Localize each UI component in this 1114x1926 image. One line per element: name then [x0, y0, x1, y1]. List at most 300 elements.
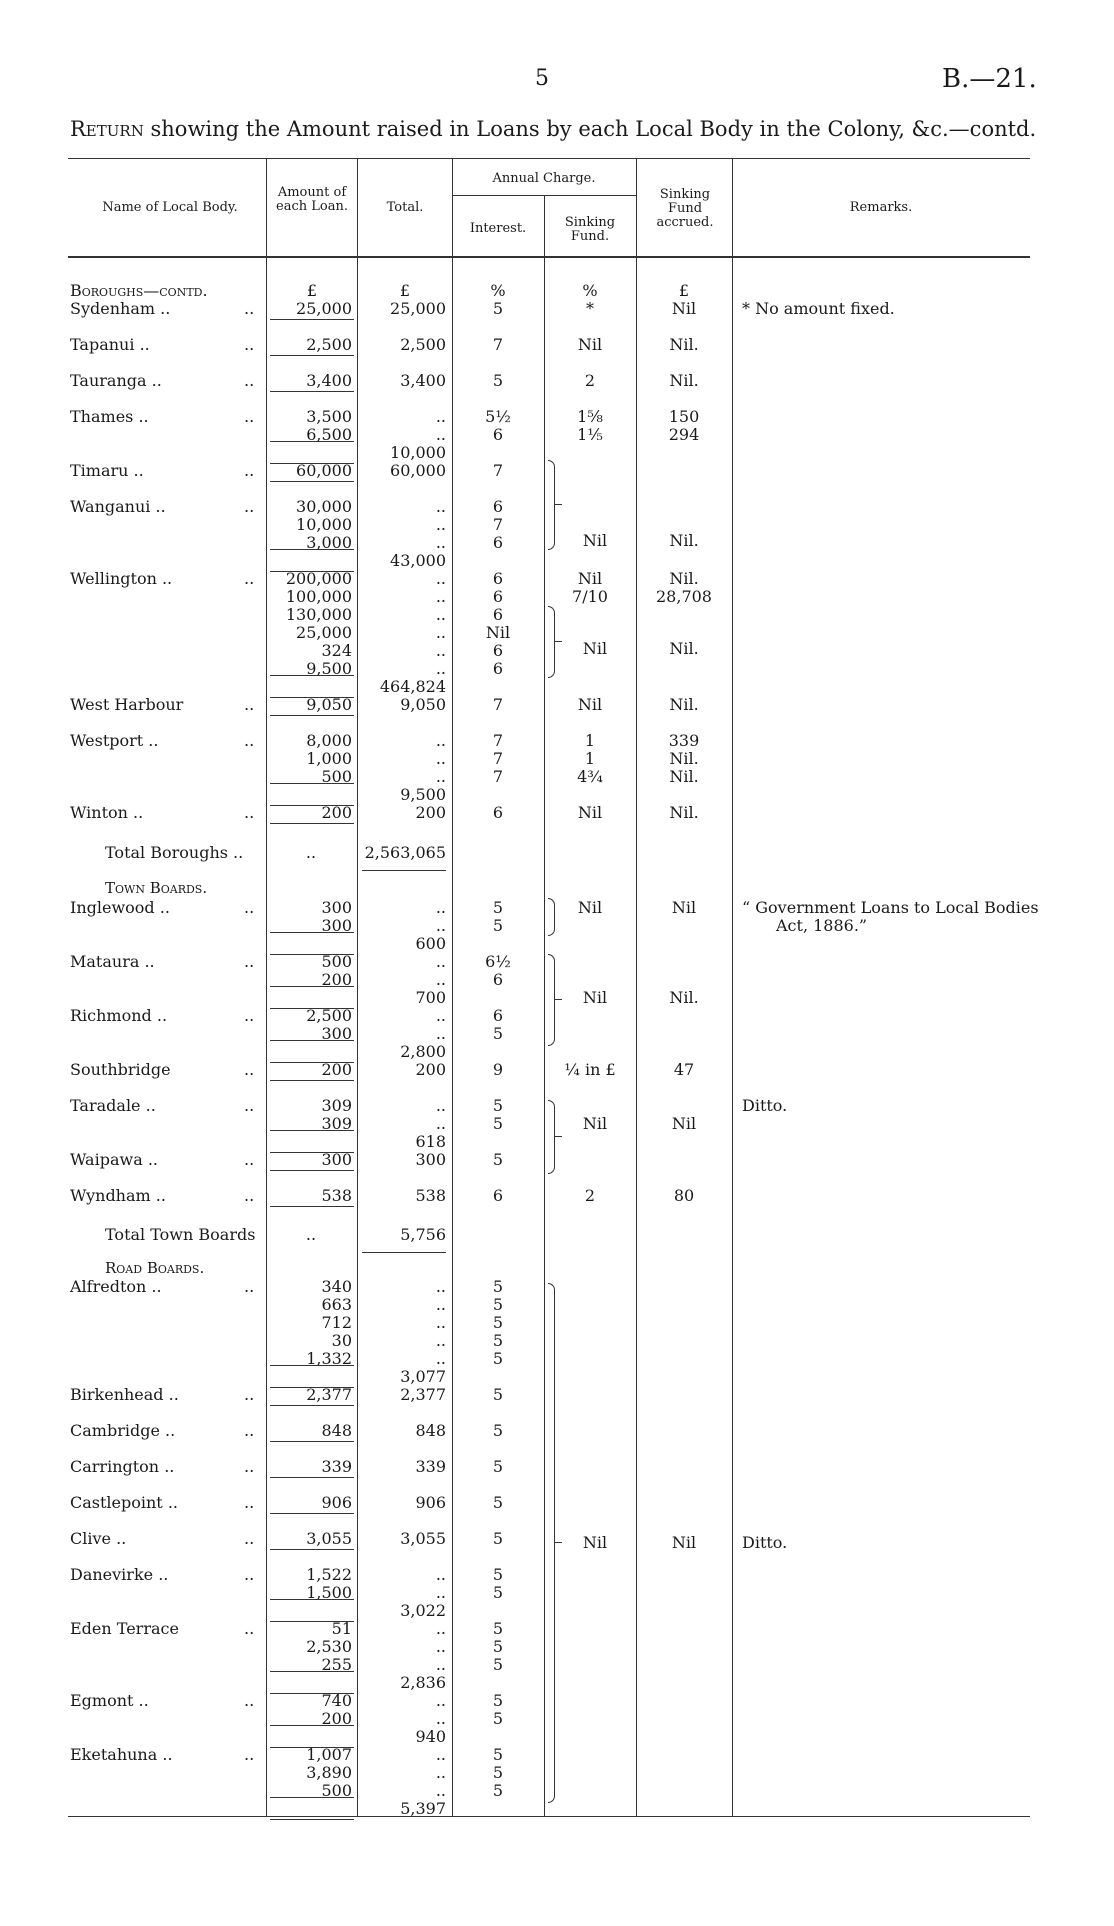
- title-prefix: Return: [70, 117, 144, 141]
- sinking-fund-cell: 1⅝: [577, 407, 603, 426]
- total-cell: 2,377: [400, 1385, 446, 1404]
- subtotal-rule: [270, 549, 354, 550]
- amount-cell: 30: [331, 1331, 352, 1350]
- amount-cell: 712: [321, 1313, 352, 1332]
- brace-tip-taradale-waipawa: [555, 1136, 562, 1137]
- remarks-cell: * No amount fixed.: [742, 299, 895, 318]
- total-cell: 906: [415, 1493, 446, 1512]
- total-cell: ..: [435, 1295, 446, 1314]
- interest-cell: 5: [492, 898, 504, 917]
- row-rule: [270, 823, 354, 824]
- sinking-fund-cell: 1⅕: [577, 425, 603, 444]
- interest-cell: 5: [492, 1763, 504, 1782]
- accrued-cell: Nil.: [669, 767, 699, 786]
- amount-cell: 324: [321, 641, 352, 660]
- interest-cell: 9: [492, 1060, 504, 1079]
- body-name: Wanganui ..: [70, 497, 166, 516]
- accrued-cell: Nil: [671, 1114, 697, 1133]
- subtotal-rule: [270, 675, 354, 676]
- body-name: Timaru ..: [70, 461, 144, 480]
- accrued-cell: Nil.: [669, 531, 699, 550]
- body-name: Eketahuna ..: [70, 1745, 173, 1764]
- leader-dots: ..: [244, 1277, 255, 1296]
- total-cell: ..: [435, 1745, 446, 1764]
- interest-cell: 6: [492, 970, 504, 989]
- subtotal-rule: [270, 1040, 354, 1041]
- total-cell: ..: [435, 1114, 446, 1133]
- amount-cell: 740: [321, 1691, 352, 1710]
- brace-inglewood: [548, 898, 555, 936]
- row-rule: [270, 1819, 354, 1820]
- remarks-cell: “ Government Loans to Local Bodies: [742, 898, 1039, 917]
- amount-cell: 3,400: [306, 371, 352, 390]
- accrued-cell: 339: [668, 731, 700, 750]
- interest-cell: 6: [492, 569, 504, 588]
- interest-cell: 5: [492, 1583, 504, 1602]
- col-divider-6: [732, 158, 733, 1816]
- sinking-fund-cell: Nil: [582, 1114, 608, 1133]
- body-name: Clive ..: [70, 1529, 127, 1548]
- amount-cell: 3,000: [306, 533, 352, 552]
- interest-cell: 6: [492, 803, 504, 822]
- sinking-fund-cell: Nil: [577, 695, 603, 714]
- leader-dots: ..: [244, 1060, 255, 1079]
- interest-cell: 6: [492, 587, 504, 606]
- leader-dots: ..: [244, 1619, 255, 1638]
- total-cell: ..: [435, 749, 446, 768]
- body-name: Thames ..: [70, 407, 149, 426]
- interest-cell: 5: [492, 1096, 504, 1115]
- interest-cell: 5: [492, 1150, 504, 1169]
- row-rule: [270, 1441, 354, 1442]
- amount-cell: 255: [321, 1655, 352, 1674]
- subtotal-rule: [270, 783, 354, 784]
- col-header-interest: Interest.: [469, 221, 527, 236]
- body-name: Richmond ..: [70, 1006, 168, 1025]
- accrued-cell: Nil: [671, 898, 697, 917]
- total-cell: ..: [435, 533, 446, 552]
- sinking-fund-cell: Nil: [577, 803, 603, 822]
- interest-cell: 6: [492, 1006, 504, 1025]
- leader-dots: ..: [244, 1421, 255, 1440]
- leader-dots: ..: [244, 803, 255, 822]
- interest-cell: Nil: [485, 623, 511, 642]
- body-name: Tapanui ..: [70, 335, 150, 354]
- total-cell: 848: [415, 1421, 446, 1440]
- leader-dots: ..: [244, 1529, 255, 1548]
- amount-cell: 340: [321, 1277, 352, 1296]
- amount-cell: 309: [321, 1114, 352, 1133]
- total-town-boards-value: 5,756: [400, 1225, 446, 1244]
- amount-cell: 2,530: [306, 1637, 352, 1656]
- brace-wanganui: [548, 460, 555, 550]
- leader-dots: ..: [244, 1150, 255, 1169]
- body-name: Tauranga ..: [70, 371, 162, 390]
- accrued-cell: Nil.: [669, 639, 699, 658]
- amount-cell: 500: [321, 767, 352, 786]
- total-cell: ..: [435, 1637, 446, 1656]
- total-cell: 700: [415, 988, 446, 1007]
- total-cell: ..: [435, 569, 446, 588]
- accrued-cell: Nil.: [669, 371, 699, 390]
- brace-wellington: [548, 606, 555, 678]
- total-cell: ..: [435, 731, 446, 750]
- total-cell: ..: [435, 1277, 446, 1296]
- interest-cell: 7: [492, 515, 504, 534]
- amount-cell: 1,522: [306, 1565, 352, 1584]
- remarks-cell: Act, 1886.”: [776, 916, 868, 935]
- leader-dots: ..: [244, 1745, 255, 1764]
- accrued-cell: Nil.: [669, 335, 699, 354]
- brace-road-boards: [548, 1283, 555, 1803]
- total-cell: ..: [435, 1565, 446, 1584]
- total-cell: 3,077: [400, 1367, 446, 1386]
- row-rule: [270, 1549, 354, 1550]
- subtotal-rule: [270, 932, 354, 933]
- interest-cell: 5: [492, 1024, 504, 1043]
- sinking-fund-cell: Nil: [582, 988, 608, 1007]
- amount-cell: 130,000: [285, 605, 352, 624]
- total-cell: ..: [435, 407, 446, 426]
- interest-cell: 6: [492, 605, 504, 624]
- brace-tip-wellington: [555, 641, 562, 642]
- amount-cell: 30,000: [296, 497, 352, 516]
- interest-cell: 7: [492, 461, 504, 480]
- accrued-cell: Nil.: [669, 988, 699, 1007]
- brace-tip-wanganui: [555, 504, 562, 505]
- accrued-cell: Nil.: [669, 803, 699, 822]
- total-cell: ..: [435, 641, 446, 660]
- interest-cell: 5: [492, 1313, 504, 1332]
- body-name: Alfredton ..: [70, 1277, 162, 1296]
- row-rule: [270, 391, 354, 392]
- total-cell: ..: [435, 1709, 446, 1728]
- interest-cell: 7: [492, 731, 504, 750]
- amount-cell: 500: [321, 1781, 352, 1800]
- body-name: Cambridge ..: [70, 1421, 176, 1440]
- amount-cell: 200: [321, 1060, 352, 1079]
- total-cell: ..: [435, 767, 446, 786]
- total-cell: 2,836: [400, 1673, 446, 1692]
- total-cell: ..: [435, 1313, 446, 1332]
- interest-cell: 6: [492, 425, 504, 444]
- interest-cell: 5: [492, 1781, 504, 1800]
- section-heading-road-boards: Road Boards.: [105, 1259, 205, 1277]
- leader-dots: ..: [244, 695, 255, 714]
- total-cell: 60,000: [390, 461, 446, 480]
- interest-cell: 5: [492, 1655, 504, 1674]
- row-rule: [270, 355, 354, 356]
- interest-cell: 5: [492, 1691, 504, 1710]
- total-cell: 538: [415, 1186, 446, 1205]
- amount-cell: 200: [321, 1709, 352, 1728]
- accrued-cell: Nil.: [669, 695, 699, 714]
- interest-cell: 7: [492, 749, 504, 768]
- leader-dots: ..: [244, 299, 255, 318]
- unit-total: £: [399, 281, 411, 300]
- section-heading-town-boards: Town Boards.: [105, 879, 208, 897]
- total-cell: ..: [435, 1583, 446, 1602]
- col-divider-1: [266, 158, 267, 1816]
- accrued-cell: 294: [668, 425, 700, 444]
- total-cell: 618: [415, 1132, 446, 1151]
- body-name: Wellington ..: [70, 569, 173, 588]
- interest-cell: 7: [492, 695, 504, 714]
- interest-cell: 5: [492, 1277, 504, 1296]
- unit-sinking: %: [582, 281, 598, 300]
- total-cell: ..: [435, 1781, 446, 1800]
- subtotal-rule: [270, 441, 354, 442]
- amount-cell: 3,890: [306, 1763, 352, 1782]
- amount-cell: 3,055: [306, 1529, 352, 1548]
- total-cell: 25,000: [390, 299, 446, 318]
- total-rule: [362, 870, 446, 871]
- amount-cell: 309: [321, 1096, 352, 1115]
- remarks-cell: Ditto.: [742, 1096, 788, 1115]
- amount-cell: 100,000: [285, 587, 352, 606]
- col-header-accrued: Sinking Fund accrued.: [656, 187, 714, 230]
- total-cell: ..: [435, 1691, 446, 1710]
- accrued-cell: 150: [668, 407, 700, 426]
- amount-cell: 300: [321, 898, 352, 917]
- total-cell: ..: [435, 1349, 446, 1368]
- body-name: Westport ..: [70, 731, 159, 750]
- col-header-name: Name of Local Body.: [102, 200, 238, 215]
- amount-cell: 339: [321, 1457, 352, 1476]
- row-rule: [270, 715, 354, 716]
- amount-cell: 1,332: [306, 1349, 352, 1368]
- col-header-total: Total.: [386, 200, 424, 215]
- leader-dots: ..: [244, 1186, 255, 1205]
- body-name: Egmont ..: [70, 1691, 149, 1710]
- total-cell: ..: [435, 1655, 446, 1674]
- amount-cell: 9,500: [306, 659, 352, 678]
- body-name: Waipawa ..: [70, 1150, 158, 1169]
- amount-cell: 25,000: [296, 623, 352, 642]
- subtotal-rule: [270, 1671, 354, 1672]
- accrued-cell: Nil: [671, 1533, 697, 1552]
- amount-cell: 2,500: [306, 1006, 352, 1025]
- interest-cell: 6: [492, 1186, 504, 1205]
- total-rule: [362, 1252, 446, 1253]
- document-reference: B.—21.: [942, 64, 1037, 94]
- accrued-cell: 80: [673, 1186, 695, 1205]
- row-rule: [270, 1477, 354, 1478]
- body-name: Carrington ..: [70, 1457, 175, 1476]
- leader-dots: ..: [244, 407, 255, 426]
- total-cell: 5,397: [400, 1799, 446, 1818]
- title-rest: showing the Amount raised in Loans by each Local Body in the Colony, &c.—contd.: [143, 117, 1037, 141]
- row-rule: [270, 1170, 354, 1171]
- amount-cell: 6,500: [306, 425, 352, 444]
- amount-cell: 200,000: [285, 569, 352, 588]
- sinking-fund-cell: *: [586, 299, 594, 318]
- interest-cell: 5: [492, 1637, 504, 1656]
- total-cell: ..: [435, 1331, 446, 1350]
- brace-mataura-richmond: [548, 954, 555, 1046]
- interest-cell: 5: [492, 1529, 504, 1548]
- total-cell: 200: [415, 1060, 446, 1079]
- total-cell: ..: [435, 916, 446, 935]
- total-cell: ..: [435, 425, 446, 444]
- amount-cell: 25,000: [296, 299, 352, 318]
- row-rule: [270, 481, 354, 482]
- total-cell: ..: [435, 1619, 446, 1638]
- interest-cell: 5: [492, 1349, 504, 1368]
- total-cell: 600: [415, 934, 446, 953]
- brace-tip-road-boards: [555, 1542, 562, 1543]
- table-bottom-rule: [68, 1816, 1030, 1817]
- total-cell: 3,022: [400, 1601, 446, 1620]
- accrued-cell: Nil.: [669, 749, 699, 768]
- amount-cell: 10,000: [296, 515, 352, 534]
- total-cell: ..: [435, 659, 446, 678]
- subtotal-rule: [270, 1599, 354, 1600]
- leader-dots: ..: [244, 1691, 255, 1710]
- amount-cell: 200: [321, 803, 352, 822]
- interest-cell: 5: [492, 1385, 504, 1404]
- interest-cell: 5: [492, 916, 504, 935]
- unit-amount: £: [306, 281, 318, 300]
- sinking-fund-cell: Nil: [577, 335, 603, 354]
- subtotal-rule: [270, 1797, 354, 1798]
- leader-dots: ..: [244, 1493, 255, 1512]
- body-name: Sydenham ..: [70, 299, 171, 318]
- amount-cell: 2,500: [306, 335, 352, 354]
- leader-dots: ..: [244, 1457, 255, 1476]
- sinking-fund-cell: 4¾: [577, 767, 603, 786]
- total-cell: 43,000: [390, 551, 446, 570]
- sinking-fund-cell: Nil: [577, 898, 603, 917]
- subtotal-rule: [270, 1365, 354, 1366]
- total-cell: ..: [435, 497, 446, 516]
- leader-dots: ..: [305, 1225, 317, 1244]
- accrued-cell: Nil.: [669, 569, 699, 588]
- row-rule: [270, 319, 354, 320]
- body-name: Wyndham ..: [70, 1186, 166, 1205]
- body-name: Inglewood ..: [70, 898, 170, 917]
- total-cell: ..: [435, 1006, 446, 1025]
- row-rule: [270, 1206, 354, 1207]
- interest-cell: 7: [492, 767, 504, 786]
- total-cell: 339: [415, 1457, 446, 1476]
- row-rule: [270, 1080, 354, 1081]
- interest-cell: 5: [492, 1331, 504, 1350]
- interest-cell: 5: [492, 1114, 504, 1133]
- amount-cell: 1,007: [306, 1745, 352, 1764]
- amount-cell: 1,000: [306, 749, 352, 768]
- brace-tip-mataura-richmond: [555, 999, 562, 1000]
- body-name: West Harbour: [70, 695, 184, 714]
- col-header-sinking-fund: Sinking Fund.: [564, 215, 616, 244]
- sinking-fund-cell: Nil: [577, 569, 603, 588]
- body-name: Winton ..: [70, 803, 144, 822]
- section-heading-boroughs: Boroughs—contd.: [70, 281, 208, 300]
- total-cell: ..: [435, 1024, 446, 1043]
- leader-dots: ..: [244, 461, 255, 480]
- accrued-cell: 47: [673, 1060, 695, 1079]
- interest-cell: 6: [492, 659, 504, 678]
- amount-cell: 2,377: [306, 1385, 352, 1404]
- body-name: Birkenhead ..: [70, 1385, 179, 1404]
- col-header-amount: Amount of each Loan.: [276, 185, 348, 214]
- total-cell: 2,500: [400, 335, 446, 354]
- total-cell: ..: [435, 1096, 446, 1115]
- amount-cell: 1,500: [306, 1583, 352, 1602]
- amount-cell: 300: [321, 1150, 352, 1169]
- col-header-annual-charge: Annual Charge.: [492, 171, 596, 186]
- body-name: Mataura ..: [70, 952, 155, 971]
- body-name: Danevirke ..: [70, 1565, 169, 1584]
- total-cell: 464,824: [379, 677, 446, 696]
- unit-interest: %: [490, 281, 506, 300]
- interest-cell: 5: [492, 1709, 504, 1728]
- interest-cell: 5: [492, 1745, 504, 1764]
- total-cell: ..: [435, 587, 446, 606]
- header-bottom-rule: [68, 256, 1030, 258]
- table-top-rule: [68, 158, 1030, 159]
- interest-cell: 6: [492, 497, 504, 516]
- accrued-cell: Nil: [671, 299, 697, 318]
- amount-cell: 3,500: [306, 407, 352, 426]
- total-town-boards-label: Total Town Boards: [105, 1225, 256, 1244]
- leader-dots: ..: [244, 1385, 255, 1404]
- total-cell: ..: [435, 1763, 446, 1782]
- unit-accrued: £: [678, 281, 690, 300]
- total-cell: ..: [435, 970, 446, 989]
- amount-cell: 200: [321, 970, 352, 989]
- sinking-fund-cell: Nil: [582, 639, 608, 658]
- interest-cell: 6½: [485, 952, 511, 971]
- interest-cell: 5: [492, 1493, 504, 1512]
- remarks-cell: Ditto.: [742, 1533, 788, 1552]
- sinking-fund-cell: 2: [584, 1186, 596, 1205]
- page-number: 5: [535, 66, 549, 91]
- leader-dots: ..: [244, 898, 255, 917]
- leader-dots: ..: [244, 371, 255, 390]
- total-cell: 2,800: [400, 1042, 446, 1061]
- body-name: Taradale ..: [70, 1096, 156, 1115]
- total-cell: ..: [435, 623, 446, 642]
- interest-cell: 5: [492, 1457, 504, 1476]
- subtotal-rule: [270, 1130, 354, 1131]
- sinking-fund-cell: Nil: [582, 531, 608, 550]
- page-title: [70, 117, 1036, 141]
- total-cell: 10,000: [390, 443, 446, 462]
- interest-cell: 5: [492, 1619, 504, 1638]
- leader-dots: ..: [244, 1006, 255, 1025]
- sinking-fund-cell: Nil: [582, 1533, 608, 1552]
- interest-cell: 5: [492, 1295, 504, 1314]
- interest-cell: 7: [492, 335, 504, 354]
- amount-cell: 51: [331, 1619, 352, 1638]
- amount-cell: 9,050: [306, 695, 352, 714]
- brace-taradale-waipawa: [548, 1100, 555, 1174]
- amount-cell: 906: [321, 1493, 352, 1512]
- leader-dots: ..: [244, 335, 255, 354]
- body-name: Castlepoint ..: [70, 1493, 178, 1512]
- sinking-fund-cell: 1: [584, 731, 596, 750]
- amount-cell: 300: [321, 1024, 352, 1043]
- interest-cell: 6: [492, 533, 504, 552]
- interest-cell: 6: [492, 641, 504, 660]
- amount-cell: 500: [321, 952, 352, 971]
- leader-dots: ..: [244, 952, 255, 971]
- sinking-fund-cell: ¼ in £: [564, 1060, 616, 1079]
- total-cell: 940: [415, 1727, 446, 1746]
- sinking-fund-cell: 7/10: [572, 587, 608, 606]
- leader-dots: ..: [244, 497, 255, 516]
